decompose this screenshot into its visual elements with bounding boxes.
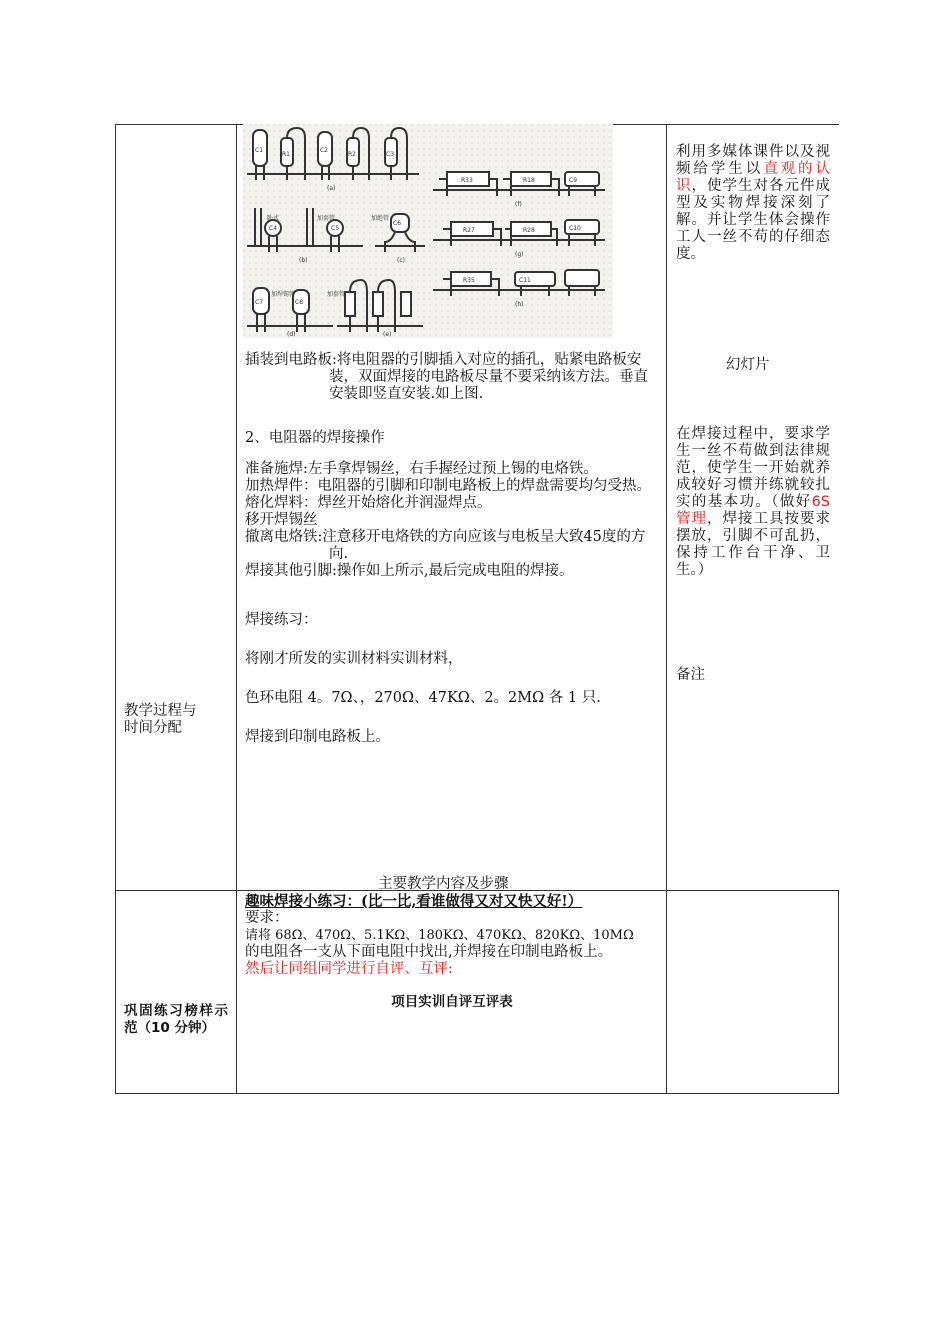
self-evaluation-instruction: 然后让同组同学进行自评、互评:: [245, 961, 453, 977]
step-text: 操作如上所示,最后完成电阻的焊接。: [336, 563, 574, 579]
label-line: 时间分配: [124, 720, 182, 736]
step-item: [245, 529, 659, 563]
resistor-mounting-diagram: [243, 124, 613, 338]
welding-paragraph: [676, 426, 830, 579]
row1-left-label: [124, 703, 232, 737]
step-text: 电阻器的引脚和印制电路板上的焊盘需要均匀受热。: [317, 478, 651, 494]
table-border-top-left: [115, 124, 243, 125]
figure-caption: (d): [287, 331, 296, 338]
part-label: C4: [269, 225, 278, 232]
row2-main-content: [245, 893, 659, 1011]
welding-text: ，焊接工具按要求摆放，引脚不可乱扔，保持工作台干净、卫生。）: [676, 511, 830, 578]
part-label: C8: [295, 299, 304, 306]
part-label: C1: [255, 147, 264, 154]
step-label: 焊接其他引脚:: [245, 563, 337, 579]
part-label: C5: [331, 225, 340, 232]
part-label: C10: [569, 225, 581, 232]
part-label: R27: [463, 227, 475, 234]
table-border-col1: [236, 124, 237, 1094]
figure-caption: (a): [327, 185, 336, 192]
step-item: [245, 478, 659, 495]
part-label: 加套管: [327, 291, 346, 298]
practice-line: 将刚才所发的实训材料实训材料，: [245, 651, 463, 667]
step-item: [245, 512, 659, 529]
step-text: 焊丝开始熔化并润湿焊点。: [317, 495, 492, 511]
step-label: 移开焊锡丝: [245, 512, 318, 528]
part-label: R28: [523, 227, 535, 234]
practice-title: 焊接练习：: [245, 612, 318, 628]
figure-caption: (h): [515, 301, 524, 308]
part-label: C2: [320, 147, 329, 154]
part-label: R33: [461, 177, 473, 184]
row1-main-footer: 主要教学内容及步骤: [378, 876, 509, 892]
step-item: [245, 461, 659, 478]
highlight-text: 6S 管理: [676, 494, 830, 527]
figure-caption: (f): [515, 201, 522, 208]
step-label: 撤离电烙铁:: [245, 529, 323, 545]
part-label: C6: [393, 220, 402, 227]
step-text: 注意移开电烙铁的方向应该与电板呈大致45度的方向.: [322, 529, 646, 562]
part-label: C3: [386, 151, 395, 158]
part-label: C9: [569, 177, 578, 184]
step-text: 左手拿焊锡丝，右手握经过预上锡的电烙铁。: [307, 461, 598, 477]
step-label: 准备施焊:: [245, 461, 308, 477]
part-label: C7: [255, 299, 264, 306]
resistor-mounting-figure: [243, 124, 613, 338]
table-border-col2: [666, 124, 667, 1094]
part-label: R2: [348, 151, 356, 158]
row2-left-label: 巩固练习榜样示范（10 分钟）: [124, 1003, 228, 1036]
figure-caption: (e): [383, 331, 392, 338]
insert-paragraph: [245, 352, 659, 403]
requirement-label: 要求：: [245, 910, 289, 926]
part-label: C11: [519, 277, 531, 284]
section-title: 2、电阻器的焊接操作: [245, 430, 385, 446]
table-border-left: [115, 124, 116, 1094]
insert-text: 将电阻器的引脚插入对应的插孔，贴紧电路板安装，双面焊接的电路板尽量不要采纳该方法。垂直安装即竖直安装.如上图.: [329, 352, 648, 402]
part-label: 卧式: [267, 215, 280, 222]
label-line: 教学过程与: [124, 703, 197, 719]
multimedia-paragraph: [676, 144, 830, 263]
figure-caption: (c): [397, 257, 405, 264]
insert-label: 插装到电路板:: [245, 352, 337, 368]
evaluation-table-title: 项目实训自评互评表: [391, 994, 513, 1010]
part-label: R18: [523, 177, 535, 184]
row1-right-notes: [676, 144, 830, 684]
part-label: 加套管: [317, 215, 336, 222]
part-label: R1: [282, 151, 290, 158]
practice-line: 焊接到印制电路板上。: [245, 729, 390, 745]
part-label: R35: [463, 277, 475, 284]
step-label: 熔化焊料：: [245, 495, 318, 511]
step-item: [245, 495, 659, 512]
table-border-right: [838, 890, 839, 1094]
row1-main-content: [245, 352, 659, 746]
note-label: 备注: [676, 667, 705, 683]
multimedia-text: ，使学生对各元件成型及实物焊接深刻了解。并让学生体会操作工人一丝不苟的仔细态度。: [676, 178, 830, 262]
slides-label: 幻灯片: [726, 357, 770, 373]
step-item: [245, 563, 659, 580]
part-label: 加绝管: [371, 215, 390, 222]
figure-caption: (g): [515, 251, 524, 258]
table-border-bottom: [115, 1093, 839, 1094]
multimedia-text: 利用多媒体课件以及视频给学生以: [676, 144, 830, 177]
requirement-text: 请将 68Ω、470Ω、5.1KΩ、180KΩ、470KΩ、820KΩ、10MΩ: [245, 928, 634, 943]
fun-exercise-title: 趣味焊接小练习：(比一比,看谁做得又对又快又好!）: [245, 893, 583, 910]
practice-line: 色环电阻 4。7Ω、，270Ω、47KΩ、2。2MΩ 各 1 只.: [245, 690, 601, 706]
part-label: 加焊锡管: [271, 291, 296, 298]
step-label: 加热焊件：: [245, 478, 318, 494]
figure-caption: (b): [299, 257, 308, 264]
highlight-text: 直观的认识: [676, 161, 830, 194]
steps-list: [245, 461, 659, 580]
requirement-text: 的电阻各一支从下面电阻中找出,并焊接在印制电路板上。: [245, 944, 613, 960]
welding-text: 在焊接过程中，要求学生一丝不苟做到法律规范，使学生一开始就养成较好习惯并练就较扎实的基本功。（做好: [676, 426, 830, 510]
table-border-top-right: [613, 124, 839, 125]
